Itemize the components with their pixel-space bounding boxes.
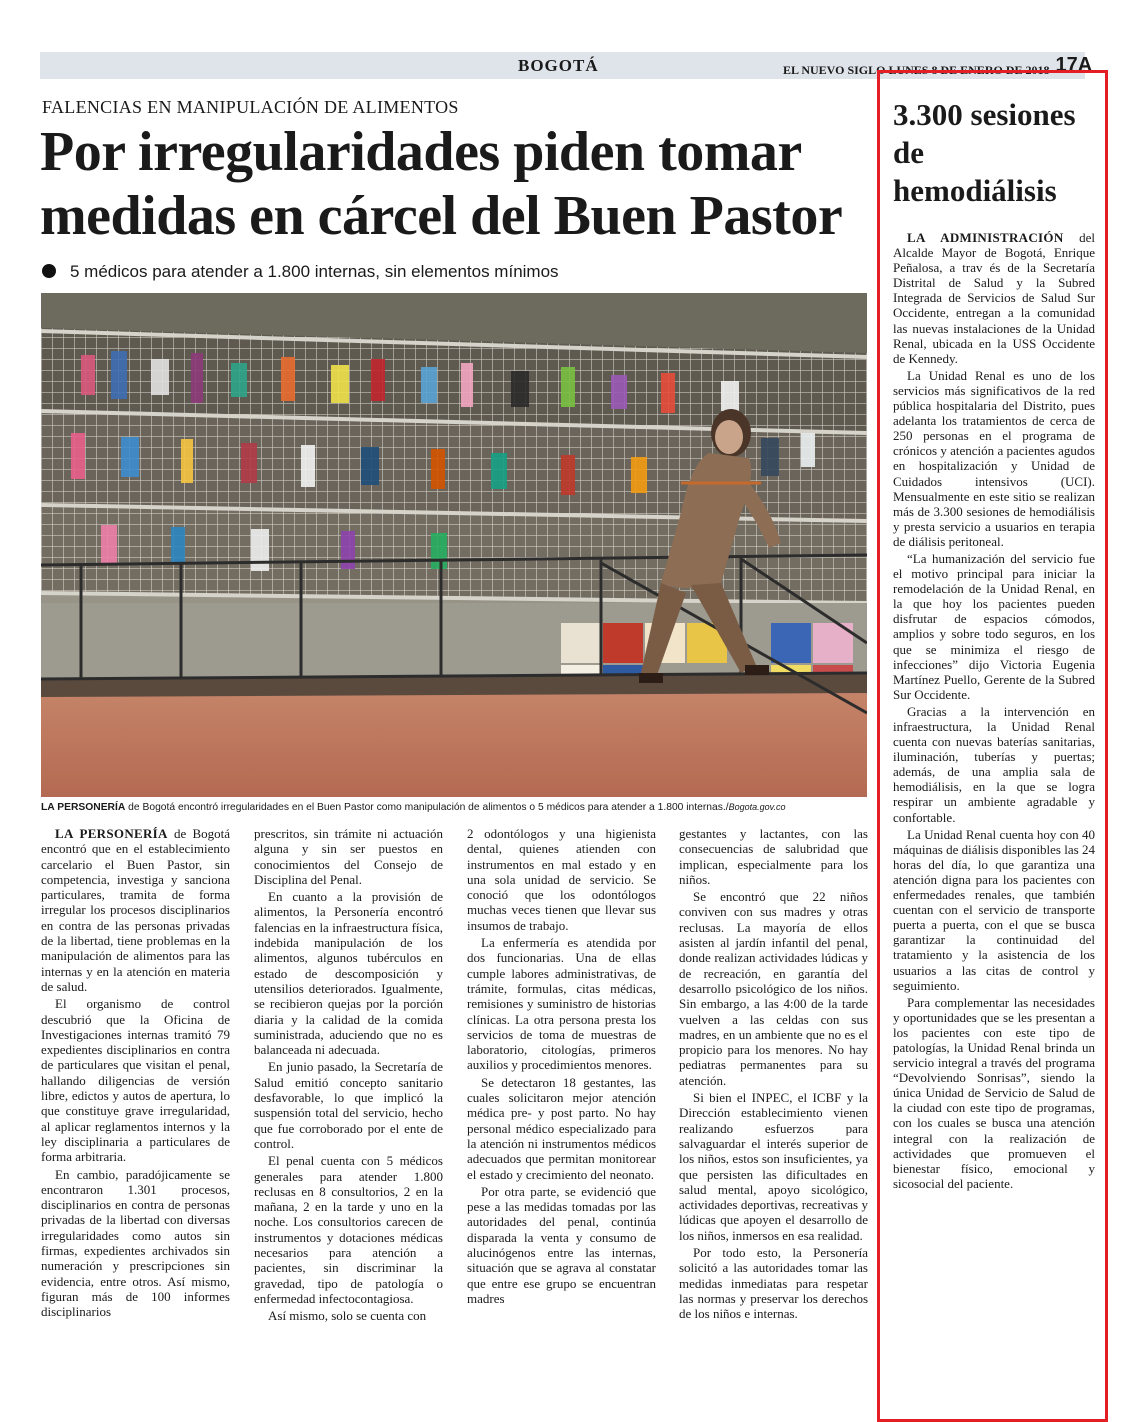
article-paragraph: Por todo esto, la Personería solicitó a las autoridades tomar las medidas inmediatas para respetar las normas y preservar los derechos de los niños e internas. <box>679 1245 868 1322</box>
article-paragraph: La enfermería es atendida por dos funcionarias. Una de ellas cumple labores administrativas, de trámite, formulas, citas médicas, remisiones y suministro de historias clínicas. La otra persona presta los servicios de toma de muestras de laboratorio, citologías, primeros auxilios y procedimientos menores. <box>467 935 656 1073</box>
article-paragraph: 2 odontólogos y una higienista dental, quienes atienden con instrumentos en mal estado y en una sola unidad de servicio. Se conoció que los odontólogos muchas veces tienen que llevar sus insumos de trabajo. <box>467 826 656 933</box>
subhead-text: 5 médicos para atender a 1.800 internas, sin elementos mínimos <box>70 262 559 281</box>
sidebar-paragraph: La Unidad Renal cuenta hoy con 40 máquinas de diálisis disponibles las 24 horas del día, lo que garantiza una atención digna para los pacientes con enfermedades renales, que también cuentan con el servicio de transporte puerta a puerta, con el que se busca garantizar la continuidad del tratamiento y la asistencia de los usuarios a las citas de control y seguimiento. <box>893 826 1095 993</box>
article-paragraph: En cuanto a la provisión de alimentos, la Personería encontró falencias en la infraestructura física, indebida manipulación de los alimentos, algunos tubérculos en estado de descomposición y utensilios deteriorados. Igualmente, se recibieron quejas por la porción diaria y la calidad de la comida suministrada, aduciendo que no es balanceada ni adecuada. <box>254 889 443 1058</box>
section-label: BOGOTÁ <box>518 56 599 75</box>
photo-caption <box>41 802 871 813</box>
article-paragraph: Si bien el INPEC, el ICBF y la Dirección establecimiento vienen realizando esfuerzos para salvaguardar el interés superior de los niños, estos son insuficientes, ya que persisten las dificultades en salud mental, apoyo sicológico, actividades deportivas, recreativas y lúdicas que apoyen el desarrollo de los niños, inmersos en esa realidad. <box>679 1090 868 1243</box>
sidebar-paragraph: Para complementar las necesidades y oportunidades que se les presentan a los pacientes con este tipo de patologías, la Unidad Renal brinda un servicio integral a través del programa “Devolviendo Sonrisas”, siendo la única Unidad de Servicio de Salud de la ciudad con este tipo de programas, con los cuales se busca una atención integral con la realización de actividades que promueven el bienestar físico, emocional y sicosocial del paciente. <box>893 994 1095 1191</box>
sidebar-paragraph: La Unidad Renal es uno de los servicios más significativos de la red pública hospitalaria del Distrito, pues adelanta los tratamientos de cerca de 250 personas en el programa de crónicos y atención a pacientes agudos en hospitalización y Unidad de Cuidados intensivos (UCI). Mensualmente en este sitio se realizan más de 3.300 sesiones de hemodiálisis y presta servicio a usuarios en terapia de diálisis peritoneal. <box>893 367 1095 549</box>
sidebar-body <box>893 230 1095 1193</box>
article-subhead <box>42 262 559 282</box>
sidebar-paragraph: LA ADMINISTRACIÓN del Alcalde Mayor de Bogotá, Enrique Peñalosa, a trav és de la Secretaría Distrital de Salud y la Subred Integrada de Servicios de Salud Sur Occidente, entregan a la comunidad las nuevas instalaciones de la Unidad Renal, ubicada en la USS Occidente de Kennedy. <box>893 230 1095 366</box>
article-paragraph: En junio pasado, la Secretaría de Salud emitió concepto sanitario desfavorable, lo que implicó la suspensión total del servicio, hecho que fue corroborado por el ente de control. <box>254 1059 443 1151</box>
caption-credit: Bogota.gov.co <box>728 802 786 812</box>
article-headline: Por irregularidades piden tomar medidas en cárcel del Buen Pastor <box>40 121 843 247</box>
sidebar-lead-word: LA ADMINISTRACIÓN <box>907 230 1064 245</box>
article-paragraph: Se detectaron 18 gestantes, las cuales solicitaron mejor atención médica pre- y post parto. No hay personal médico especializado para la atención ni instrumentos médicos adecuados que permitan monitorear el estado y crecimiento del neonato. <box>467 1074 656 1182</box>
caption-lead: LA PERSONERÍA <box>41 802 126 813</box>
article-paragraph: prescritos, sin trámite ni actuación alguna y sin ser puestos en conocimientos del Consejo de Disciplina del Penal. <box>254 826 443 887</box>
article-column-4 <box>679 826 868 1324</box>
sidebar-paragraph: Gracias a la intervención en infraestructura, la Unidad Renal cuenta con nuevas baterías sanitarias, iluminación, tuberías y puertas; además, de una amplia sala de hemodiálisis, en la que se logra respirar un ambiente agradable y confortable. <box>893 703 1095 825</box>
lead-word: LA PERSONERÍA <box>55 826 168 841</box>
masthead-date: EL NUEVO SIGLO LUNES 8 DE ENERO DE 2018 <box>783 63 1050 77</box>
article-paragraph: El organismo de control descubrió que la Oficina de Investigaciones internas tramitó 79 expedientes disciplinarios en contra de particulares que visitan el penal, hallando diligencias de versión libre, edictos y autos de apertura, lo que constituye grave irregularidad, al aplicar reglamentos internos y la ley disciplinaria a particulares de forma arbitraria. <box>41 996 230 1165</box>
sidebar-paragraph: “La humanización del servicio fue el motivo principal para iniciar la remodelación de la Unidad Renal, en la que hoy los pacientes pueden disfrutar de espacios cómodos, amplios y sobre todo seguros, en los que se minimiza el riesgo de infecciones” dijo Victoria Eugenia Martínez Puello, Gerente de la Subred Sur Occidente. <box>893 550 1095 702</box>
caption-text: de Bogotá encontró irregularidades en el Buen Pastor como manipulación de alimentos o 5 médicos para atender a 1.800 internas./ <box>125 802 729 813</box>
article-paragraph: Así mismo, solo se cuenta con <box>268 1308 427 1324</box>
bullet-icon <box>42 264 56 278</box>
article-paragraph: Se encontró que 22 niños conviven con sus madres y otras reclusas. La mayoría de ellos asisten al jardín infantil del penal, donde realizan actividades lúdicas y de recreación, en garantía del desarrollo psicológico de los niños. Sin embargo, a las 4:00 de la tarde vuelven a las celdas con sus madres, en un ambiente que no es el propicio para los menores. No hay pediatras permanentes para su atención. <box>679 889 868 1088</box>
article-paragraph: LA PERSONERÍA de Bogotá encontró que en el establecimiento carcelario el Buen Pastor, sin competencia, investiga y sanciona particulares, tramita de forma irregular los procesos disciplinarios en contra de las personas privadas de la libertad, tiene problemas en la manipulación de alimentos para las internas y en la atención en materia de salud. <box>41 826 230 994</box>
article-paragraph: gestantes y lactantes, con las consecuencias de salubridad que implican, especialmente para los niños. <box>679 826 868 887</box>
page-number: 17A <box>1055 54 1093 76</box>
sidebar-title: 3.300 sesiones de hemodiálisis <box>893 97 1076 208</box>
article-paragraph: El penal cuenta con 5 médicos generales para atender 1.800 reclusas en 8 consultorios, 2 en la mañana, 2 en la tarde y uno en la noche. Los consultorios carecen de instrumentos y dotaciones médicas necesarios para atención a pacientes, sin discriminar la gravedad, tipo de patología o enfermedad infectocontagiosa. <box>254 1153 443 1306</box>
article-column-1 <box>41 826 230 1322</box>
prison-photo <box>41 293 867 797</box>
article-paragraph: En cambio, paradójicamente se encontraron 1.301 procesos, disciplinarios en contra de personas privadas de la libertad con diversas irregularidades como autos sin firmas, expedientes archivados sin numeración y prescripciones sin evidencia, entre otros. Así mismo, figuran más de 100 informes disciplinarios <box>41 1166 230 1320</box>
article-column-3 <box>467 826 656 1308</box>
article-paragraph: Por otra parte, se evidenció que pese a las medidas tomadas por las autoridades del penal, continúa disparada la venta y consumo de alucinógenos entre las internas, situación que se agrava al constatar que entre ese grupo se encuentran madres <box>467 1183 656 1306</box>
article-kicker: FALENCIAS EN MANIPULACIÓN DE ALIMENTOS <box>42 97 459 117</box>
article-column-2 <box>254 826 443 1326</box>
